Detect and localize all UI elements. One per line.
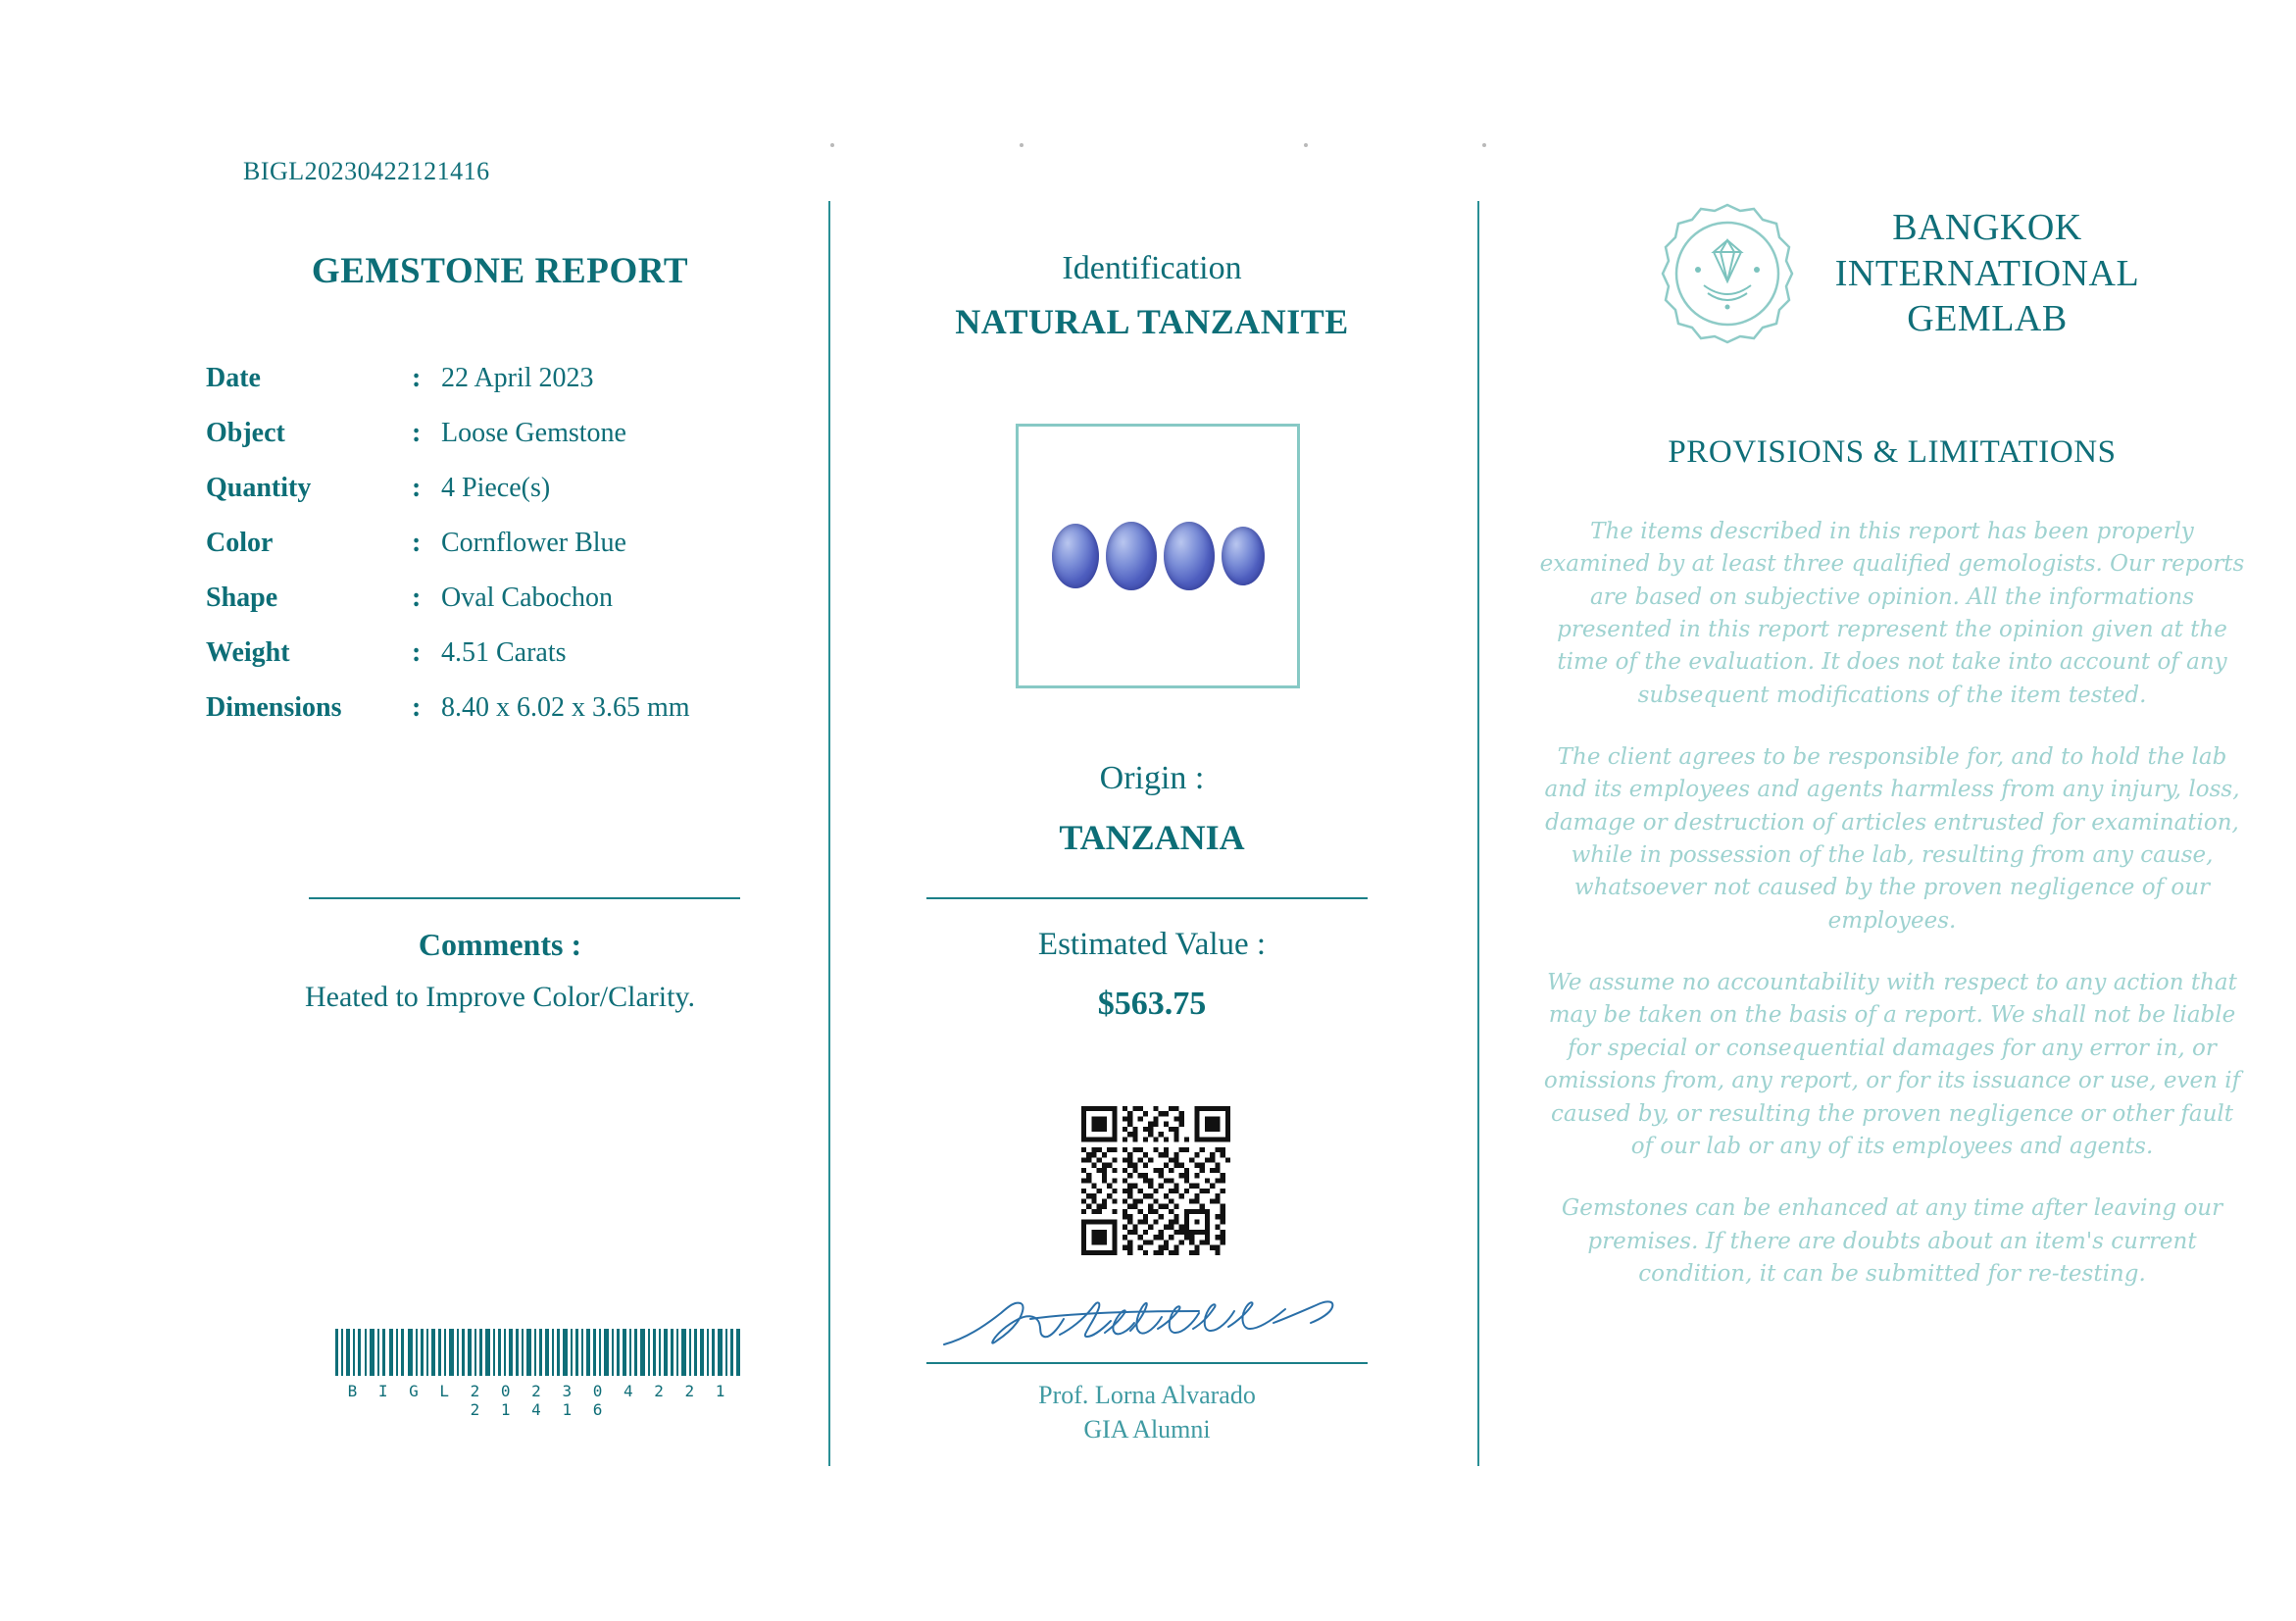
divider-line-middle [926, 897, 1368, 899]
spec-label-color: Color [206, 528, 274, 558]
spec-label-quantity: Quantity [206, 473, 312, 503]
spec-value-color: Cornflower Blue [441, 528, 626, 558]
provisions-paragraph: Gemstones can be enhanced at any time after leaving our premises. If there are doubts about an item's current condition, it can be submitted for re-testing. [1561, 1195, 2223, 1287]
origin-label: Origin : [1099, 760, 1205, 796]
signature-line [926, 1362, 1368, 1364]
qr-code-image [1081, 1106, 1230, 1255]
gem-stone-2 [1106, 522, 1157, 590]
spec-colon: : [412, 473, 422, 503]
crop-mark [1020, 143, 1023, 147]
provisions-body [1529, 516, 2255, 1291]
crop-mark [1482, 143, 1486, 147]
comments-text: Heated to Improve Color/Clarity. [305, 981, 695, 1013]
estimated-value-amount: $563.75 [1097, 986, 1207, 1022]
spec-value-dimensions: 8.40 x 6.02 x 3.65 mm [441, 692, 690, 723]
provisions-paragraph: The items described in this report has been properly examined by at least three qualified gemologists. Our reports are based on subjective opinion. All the informations presented in this report represent the opinion given at the time of the evaluation. It does not take into account of any subsequent modifications of the item tested. [1539, 519, 2245, 708]
gemlab-logo-icon [1645, 191, 1810, 356]
table-row [206, 516, 794, 571]
identification-label: Identification [1062, 250, 1242, 286]
spec-label-dimensions: Dimensions [206, 692, 342, 723]
spec-label-weight: Weight [206, 637, 290, 668]
comments-section [206, 927, 794, 1014]
signer-credential: GIA Alumni [1083, 1415, 1211, 1444]
barcode-image [333, 1329, 745, 1376]
table-row [206, 571, 794, 626]
gemstone-photo-frame [1016, 424, 1300, 688]
spec-value-date: 22 April 2023 [441, 363, 594, 393]
spec-label-shape: Shape [206, 583, 278, 613]
gemstone-spec-table [206, 351, 794, 735]
spec-label-date: Date [206, 363, 261, 393]
brand-line-1: BANGKOK [1892, 207, 2082, 249]
identification-value: NATURAL TANZANITE [955, 302, 1349, 341]
estimated-value-label: Estimated Value : [1037, 927, 1267, 962]
column-divider-right [1477, 201, 1479, 1466]
spec-colon: : [412, 583, 422, 613]
barcode-caption: B I G L 2 0 2 3 0 4 2 2 1 2 1 4 1 6 [347, 1382, 731, 1419]
signer-name: Prof. Lorna Alvarado [1038, 1381, 1256, 1409]
middle-column [863, 250, 1441, 342]
gem-stone-3 [1164, 522, 1215, 590]
signature-block [926, 1290, 1368, 1446]
spec-value-quantity: 4 Piece(s) [441, 473, 551, 503]
barcode-block [333, 1329, 745, 1419]
right-column [1529, 191, 2255, 1320]
brand-line-3: GEMLAB [1907, 298, 2068, 340]
provisions-paragraph: The client agrees to be responsible for, and to hold the lab and its employees and agents harmless from any injury, loss, damage or destruction of articles entrusted for examination, while in possession of the lab, resulting from any cause, whatsoever not caused by the proven negligence of our employees. [1544, 744, 2240, 934]
report-reference-id: BIGL20230422121416 [243, 157, 490, 185]
spec-value-weight: 4.51 Carats [441, 637, 567, 668]
qr-code[interactable] [1081, 1106, 1230, 1255]
page-title: GEMSTONE REPORT [311, 251, 689, 291]
gemstone-photo [1019, 427, 1297, 685]
spec-colon: : [412, 637, 422, 668]
gem-stone-1 [1052, 524, 1099, 588]
spec-colon: : [412, 528, 422, 558]
comments-title: Comments : [418, 927, 582, 962]
left-column [206, 250, 794, 735]
column-divider-left [828, 201, 830, 1466]
brand-title [1835, 205, 2139, 341]
crop-mark [1304, 143, 1308, 147]
provisions-paragraph: We assume no accountability with respect to any action that may be taken on the basis of a report. We shall not be liable for special or consequential damages for any error in, or omissions from, any report, or for its issuance or use, even if caused by, or resulting the proven negligence or other fault of our lab or any of its employees and agents. [1543, 970, 2241, 1159]
table-row [206, 406, 794, 461]
spec-value-object: Loose Gemstone [441, 418, 626, 448]
spec-colon: : [412, 363, 422, 393]
brand-header [1529, 191, 2255, 356]
table-row [206, 461, 794, 516]
provisions-title: PROVISIONS & LIMITATIONS [1668, 434, 2117, 470]
gem-stone-4 [1222, 527, 1265, 585]
brand-line-2: INTERNATIONAL [1834, 252, 2140, 294]
table-row [206, 626, 794, 681]
origin-value: TANZANIA [1059, 818, 1245, 857]
spec-value-shape: Oval Cabochon [441, 583, 613, 613]
table-row [206, 351, 794, 406]
spec-label-object: Object [206, 418, 285, 448]
table-row [206, 681, 794, 735]
handwritten-signature [936, 1290, 1358, 1358]
spec-colon: : [412, 418, 422, 448]
spec-colon: : [412, 692, 422, 723]
crop-mark [830, 143, 834, 147]
divider-line-left [309, 897, 740, 899]
